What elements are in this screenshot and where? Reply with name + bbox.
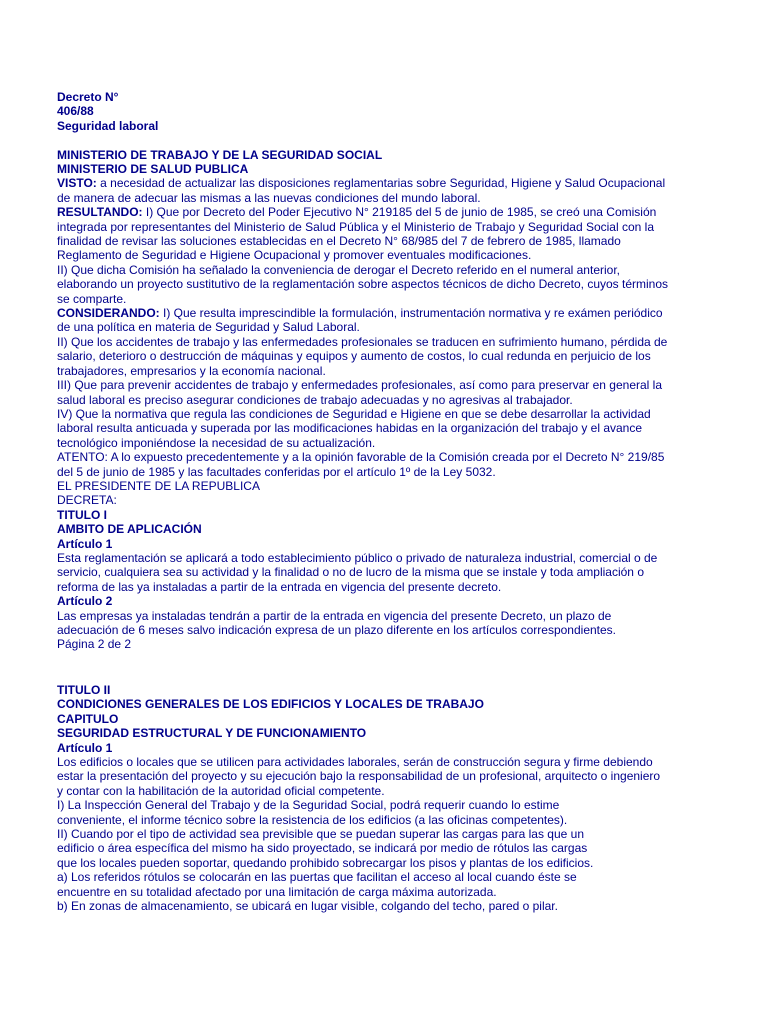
atento-line: ATENTO: A lo expuesto precedentemente y a la opinión favorable de la Comisión creada por el Decreto N° 219/85	[57, 450, 665, 465]
resultando-line: Reglamento de Seguridad e Higiene Ocupacional y promover eventuales modificaciones.	[57, 248, 532, 263]
article-line: estar la presentación del proyecto y su ejecución bajo la responsabilidad de un profesional, arquitecto o ingeniero	[57, 769, 661, 784]
considerando-line: II) Que los accidentes de trabajo y las enfermedades profesionales se traducen en sufrimiento humano, pérdida de	[57, 334, 668, 349]
article-line: y contar con la habilitación de la autoridad oficial competente.	[57, 783, 385, 798]
considerando-line: salud laboral es preciso asegurar condiciones de trabajo adecuadas y no agresivas al trabajador.	[57, 392, 573, 407]
article-1-line: Esta reglamentación se aplicará a todo establecimiento público o privado de naturaleza industrial, comercial o de	[57, 550, 658, 565]
article-2-line: adecuación de 6 meses salvo indicación expresa de un plazo diferente en los artículos correspondientes.	[57, 623, 617, 638]
article-line: Los edificios o locales que se utilicen para actividades laborales, serán de construcción segura y firme debiendo	[57, 755, 653, 770]
article-line: b) En zonas de almacenamiento, se ubicará en lugar visible, colgando del techo, pared o pilar.	[57, 899, 558, 914]
titulo-2-heading: CONDICIONES GENERALES DE LOS EDIFICIOS Y LOCALES DE TRABAJO	[57, 697, 484, 712]
page-indicator: Página 2 de 2	[57, 637, 132, 652]
decree-number-label: Decreto N°	[57, 90, 119, 104]
article-line: I) La Inspección General del Trabajo y de la Seguridad Social, podrá requerir cuando lo estime	[57, 798, 560, 813]
visto-label: VISTO:	[57, 176, 97, 191]
article-1-heading: Artículo 1	[57, 536, 113, 551]
considerando-line: laboral resulta anticuada y superada por las modificaciones habidas en la organización del trabajo y el avance	[57, 421, 643, 436]
considerando-line: III) Que para prevenir accidentes de trabajo y enfermedades profesionales, así como para preservar en general la	[57, 378, 663, 393]
article-line: a) Los referidos rótulos se colocarán en las puertas que facilitan el acceso al local cuando éste se	[57, 870, 577, 885]
article-line: conveniente, el informe técnico sobre la resistencia de los edificios (a las oficinas competentes).	[57, 812, 568, 827]
resultando-line: elaborando un proyecto sustitutivo de la reglamentación sobre aspectos técnicos de dicho Decreto, cuyos términos	[57, 277, 669, 292]
article-2-line: Las empresas ya instaladas tendrán a partir de la entrada en vigencia del presente Decreto, un plazo de	[57, 608, 612, 623]
article-line: edificio o área específica del mismo ha sido proyectado, se indicará por medio de rótulos las cargas	[57, 841, 588, 856]
titulo-1-heading: AMBITO DE APLICACIÓN	[57, 522, 202, 537]
considerando-line: tecnológico imponiéndose la necesidad de su actualización.	[57, 435, 376, 450]
titulo-2-section	[57, 683, 717, 914]
considerando-label: CONSIDERANDO:	[57, 306, 160, 321]
considerando-line: de una política en materia de Seguridad y Salud Laboral.	[57, 320, 360, 335]
considerando-line: salario, deterioro o destrucción de máquinas y equipos y aumento de costos, lo cual redunda en perjuicio de los	[57, 349, 651, 364]
resultando-line: integrada por representantes del Ministerio de Salud Pública y el Ministerio de Trabajo y Seguridad Social con la	[57, 219, 655, 234]
visto-paragraph: VISTO: a necesidad de actualizar las disposiciones reglamentarias sobre Seguridad, Higiene y Salud Ocupacional	[57, 176, 666, 191]
article-line: II) Cuando por el tipo de actividad sea previsible que se puedan superar las cargas para las que un	[57, 827, 584, 842]
considerando-paragraph: CONSIDERANDO: I) Que resulta imprescindible la formulación, instrumentación normativa y re exámen periódico	[57, 306, 663, 321]
titulo-1: TITULO I	[57, 507, 107, 522]
decree-topic: Seguridad laboral	[57, 118, 159, 133]
article-line: que los locales pueden soportar, quedando prohibido sobrecargar los pisos y plantas de los edificios.	[57, 855, 594, 870]
resultando-line: finalidad de revisar las soluciones establecidas en el Decreto N° 68/985 del 7 de febrero de 1985, llamado	[57, 234, 621, 249]
atento-line: del 5 de junio de 1985 y las facultades conferidas por el artículo 1º de la Ley 5032.	[57, 464, 496, 479]
decree-number: 406/88	[57, 104, 94, 119]
visto-line: de manera de adecuar las mismas a las nuevas condiciones del mundo laboral.	[57, 190, 481, 205]
president-line: EL PRESIDENTE DE LA REPUBLICA	[57, 478, 260, 493]
decree-section	[57, 90, 717, 652]
decreta-line: DECRETA:	[57, 493, 117, 508]
ministry-labor: MINISTERIO DE TRABAJO Y DE LA SEGURIDAD SOCIAL	[57, 147, 383, 162]
resultando-line: se comparte.	[57, 291, 127, 306]
considerando-line: trabajadores, empresarios y la economía nacional.	[57, 363, 326, 378]
resultando-line: II) Que dicha Comisión ha señalado la conveniencia de derogar el Decreto referido en el numeral anterior,	[57, 262, 620, 277]
ministry-health: MINISTERIO DE SALUD PUBLICA	[57, 162, 249, 177]
resultando-paragraph: RESULTANDO: I) Que por Decreto del Poder Ejecutivo N° 219185 del 5 de junio de 1985, se creó una Comisión	[57, 205, 657, 220]
article-2-heading: Artículo 2	[57, 594, 113, 609]
capitulo-label: CAPITULO	[57, 711, 119, 726]
resultando-label: RESULTANDO:	[57, 205, 143, 220]
article-1-line: servicio, cualquiera sea su actividad y la finalidad o no de lucro de la misma que se instale y toda ampliación o	[57, 565, 644, 580]
titulo-2: TITULO II	[57, 683, 111, 697]
capitulo-heading: SEGURIDAD ESTRUCTURAL Y DE FUNCIONAMIENTO	[57, 726, 367, 741]
considerando-line: IV) Que la normativa que regula las condiciones de Seguridad e Higiene en que se debe desarrollar la actividad	[57, 406, 651, 421]
article-1-line: reforma de las ya instaladas a partir de la entrada en vigencia del presente decreto.	[57, 579, 502, 594]
article-line: encuentre en su totalidad afectado por una limitación de carga máxima autorizada.	[57, 884, 497, 899]
article-1-heading: Artículo 1	[57, 740, 113, 755]
